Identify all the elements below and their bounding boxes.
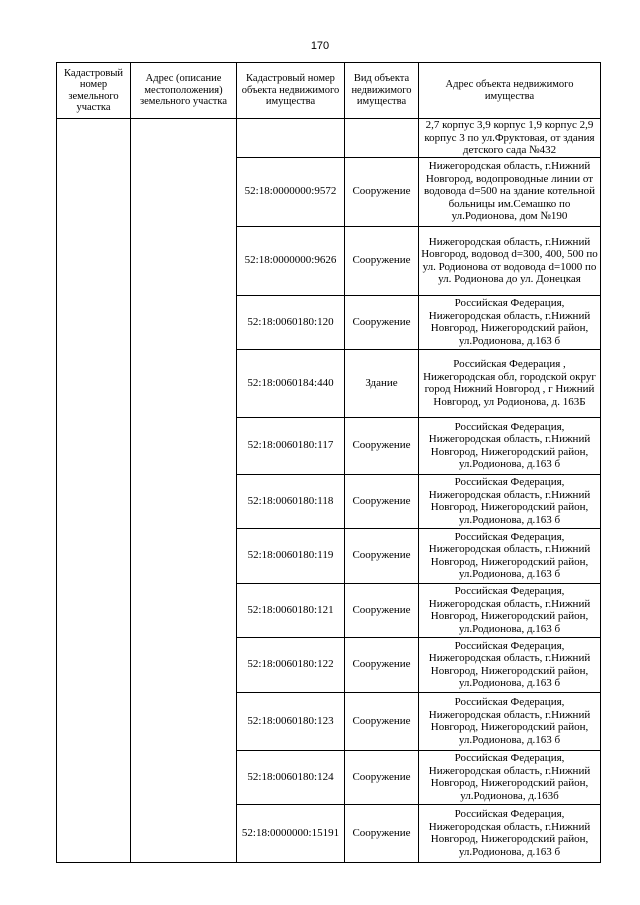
object-address-cell: Российская Федерация, Нижегородская область, г.Нижний Новгород, Нижегородский район, ул.Родионова, д.163 б	[419, 474, 601, 528]
object-cadastral-cell: 52:18:0060184:440	[237, 349, 345, 417]
object-address-cell: Российская Федерация, Нижегородская область, г.Нижний Новгород, Нижегородский район, ул.Родионова, д.163 б	[419, 528, 601, 583]
object-cadastral-cell: 52:18:0060180:117	[237, 417, 345, 474]
header-object-address: Адрес объекта недвижимого имущества	[419, 63, 601, 119]
object-address-cell: Нижегородская область, г.Нижний Новгород, водовод d=300, 400, 500 по ул. Родионова от водовода d=1000 по ул. Родионова до ул. Донецкая	[419, 226, 601, 295]
object-cadastral-cell: 52:18:0060180:119	[237, 528, 345, 583]
object-type-cell: Сооружение	[345, 692, 419, 750]
object-type-cell: Сооружение	[345, 637, 419, 692]
table-header-row	[57, 63, 601, 119]
object-cadastral-cell: 52:18:0000000:9626	[237, 226, 345, 295]
object-cadastral-cell: 52:18:0060180:118	[237, 474, 345, 528]
table-row	[57, 119, 601, 158]
object-type-cell	[345, 119, 419, 158]
object-type-cell: Сооружение	[345, 226, 419, 295]
object-cadastral-cell: 52:18:0000000:9572	[237, 157, 345, 226]
object-cadastral-cell: 52:18:0000000:15191	[237, 804, 345, 862]
object-address-cell: Российская Федерация, Нижегородская область, г.Нижний Новгород, Нижегородский район, ул.Родионова, д.163 б	[419, 417, 601, 474]
object-address-cell: Российская Федерация, Нижегородская область, г.Нижний Новгород, Нижегородский район, ул.Родионова, д.163б	[419, 750, 601, 804]
object-address-cell: 2,7 корпус 3,9 корпус 1,9 корпус 2,9 корпус 3 по ул.Фруктовая, от здания детского сада №432	[419, 119, 601, 158]
object-address-cell: Российская Федерация , Нижегородская обл, городской округ город Нижний Новгород , г Нижний Новгород, ул Родионова, д. 163Б	[419, 349, 601, 417]
object-address-cell: Российская Федерация, Нижегородская область, г.Нижний Новгород, Нижегородский район, ул.Родионова, д.163 б	[419, 583, 601, 637]
object-address-cell: Российская Федерация, Нижегородская область, г.Нижний Новгород, Нижегородский район, ул.Родионова, д.163 б	[419, 692, 601, 750]
object-address-cell: Российская Федерация, Нижегородская область, г.Нижний Новгород, Нижегородский район, ул.Родионова, д.163 б	[419, 804, 601, 862]
property-table	[56, 62, 601, 863]
object-type-cell: Сооружение	[345, 417, 419, 474]
object-type-cell: Сооружение	[345, 528, 419, 583]
object-cadastral-cell: 52:18:0060180:124	[237, 750, 345, 804]
object-cadastral-cell: 52:18:0060180:120	[237, 295, 345, 349]
object-address-cell: Российская Федерация, Нижегородская область, г.Нижний Новгород, Нижегородский район, ул.Родионова, д.163 б	[419, 295, 601, 349]
page-number: 170	[310, 40, 330, 52]
object-cadastral-cell	[237, 119, 345, 158]
object-type-cell: Сооружение	[345, 295, 419, 349]
object-type-cell: Сооружение	[345, 750, 419, 804]
object-type-cell: Сооружение	[345, 474, 419, 528]
object-type-cell: Здание	[345, 349, 419, 417]
land-address-cell	[131, 119, 237, 863]
header-land-cadastral: Кадастровый номер земельного участка	[57, 63, 131, 119]
object-type-cell: Сооружение	[345, 804, 419, 862]
land-cadastral-cell	[57, 119, 131, 863]
object-cadastral-cell: 52:18:0060180:121	[237, 583, 345, 637]
object-type-cell: Сооружение	[345, 583, 419, 637]
object-type-cell: Сооружение	[345, 157, 419, 226]
header-object-type: Вид объекта недвижимого имущества	[345, 63, 419, 119]
header-object-cadastral: Кадастровый номер объекта недвижимого имущества	[237, 63, 345, 119]
object-address-cell: Российская Федерация, Нижегородская область, г.Нижний Новгород, Нижегородский район, ул.Родионова, д.163 б	[419, 637, 601, 692]
object-cadastral-cell: 52:18:0060180:123	[237, 692, 345, 750]
header-land-address: Адрес (описание местоположения) земельного участка	[131, 63, 237, 119]
object-cadastral-cell: 52:18:0060180:122	[237, 637, 345, 692]
object-address-cell: Нижегородская область, г.Нижний Новгород, водопроводные линии от водовода d=500 на здание котельной больницы им.Семашко по ул.Родионова, дом №190	[419, 157, 601, 226]
